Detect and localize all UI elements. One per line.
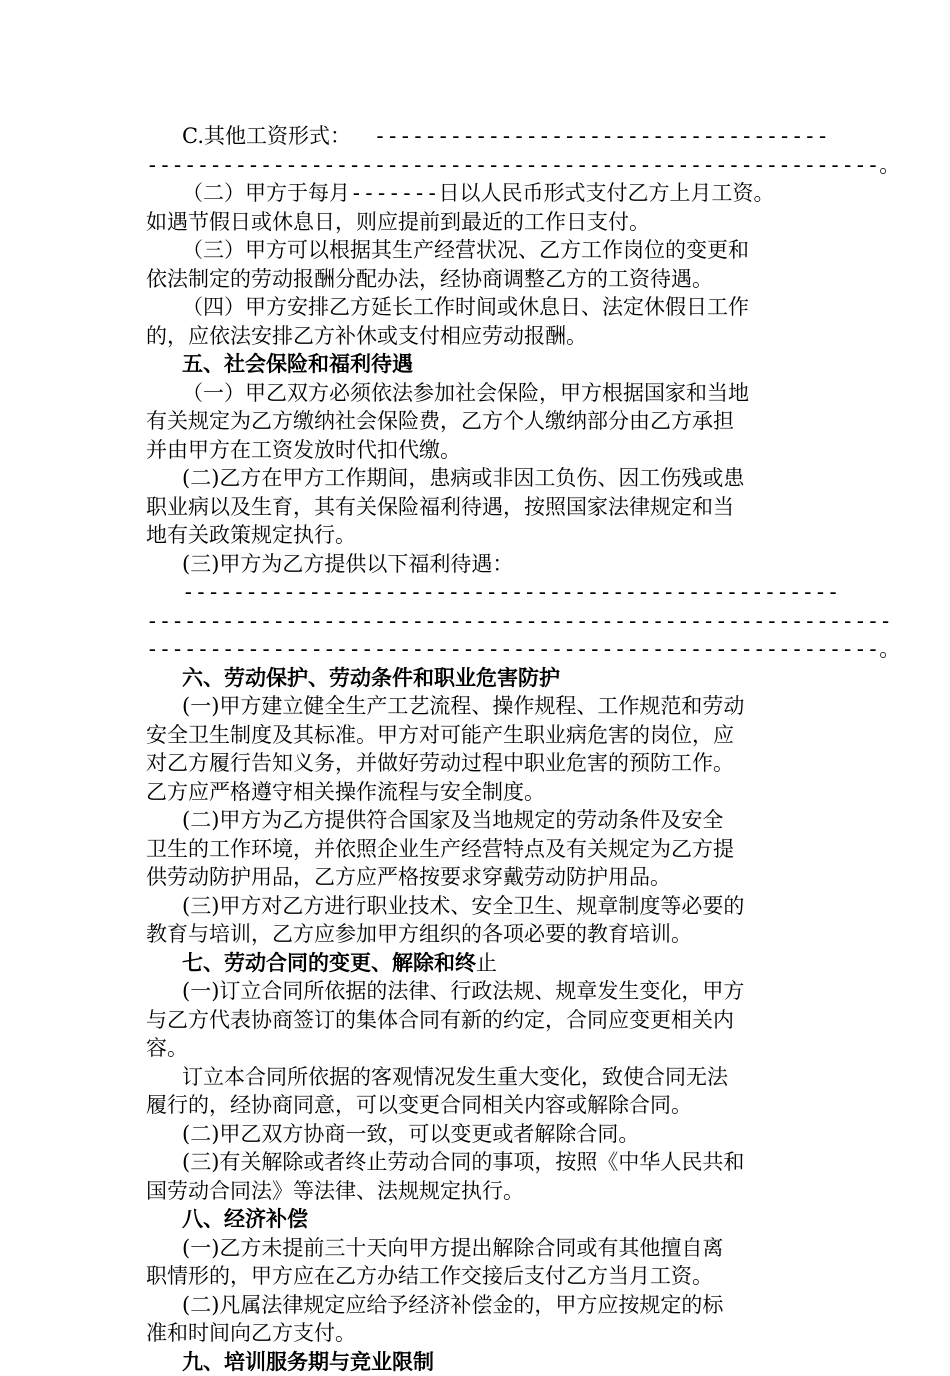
paragraph-line: (二)甲乙双方协商一致，可以变更或者解除合同。 (146, 1120, 810, 1149)
paragraph-line: (三)甲方对乙方进行职业技术、安全卫生、规章制度等必要的 (146, 892, 810, 921)
paragraph-line: 地有关政策规定执行。 (146, 521, 810, 550)
paragraph-line: 卫生的工作环境，并依照企业生产经营特点及有关规定为乙方提 (146, 835, 810, 864)
paragraph-line: 教育与培训，乙方应参加甲方组织的各项必要的教育培训。 (146, 920, 810, 949)
paragraph-line: (一)订立合同所依据的法律、行政法规、规章发生变化，甲方 (146, 977, 810, 1006)
text-span: （二）甲方于每月 (182, 181, 350, 205)
paragraph-line: 国劳动合同法》等法律、法规规定执行。 (146, 1177, 810, 1206)
paragraph-line: 供劳动防护用品，乙方应严格按要求穿戴劳动防护用品。 (146, 863, 810, 892)
paragraph-line: 对乙方履行告知义务，并做好劳动过程中职业危害的预防工作。 (146, 749, 810, 778)
blank-fill-line: ----------------------------------------------------------- (146, 607, 810, 636)
text-span: 七、劳动合同的变更、解除和终 (182, 951, 476, 975)
text-span: 日以人民币形式支付乙方上月工资。 (439, 181, 775, 205)
section-heading (146, 949, 810, 978)
blank-fill-line: ------------------------------------ (358, 124, 829, 148)
paragraph-line (146, 179, 810, 208)
paragraph-line: 并由甲方在工资发放时代扣代缴。 (146, 436, 810, 465)
paragraph-line: （四）甲方安排乙方延长工作时间或休息日、法定休假日工作 (146, 293, 810, 322)
other-wage-form-line (146, 122, 810, 151)
section-heading: 八、经济补偿 (146, 1205, 810, 1234)
blank-fill-line: ---------------------------------------------------- (146, 578, 810, 607)
blank-fill-line: ----------------------------------------------------------。 (146, 635, 810, 664)
section-heading: 五、社会保险和福利待遇 (146, 350, 810, 379)
paragraph-line: 订立本合同所依据的客观情况发生重大变化，致使合同无法 (146, 1063, 810, 1092)
paragraph-line: 职情形的，甲方应在乙方办结工作交接后支付乙方当月工资。 (146, 1262, 810, 1291)
section-heading: 九、培训服务期与竞业限制 (146, 1348, 810, 1376)
paragraph-line: 履行的，经协商同意，可以变更合同相关内容或解除合同。 (146, 1091, 810, 1120)
paragraph-line: （一）甲乙双方必须依法参加社会保险，甲方根据国家和当地 (146, 379, 810, 408)
paragraph-line: (二)甲方为乙方提供符合国家及当地规定的劳动条件及安全 (146, 806, 810, 835)
paragraph-line: 的，应依法安排乙方补休或支付相应劳动报酬。 (146, 322, 810, 351)
paragraph-line: (二)乙方在甲方工作期间，患病或非因工负伤、因工伤残或患 (146, 464, 810, 493)
paragraph-line: 与乙方代表协商签订的集体合同有新的约定，合同应变更相关内 (146, 1006, 810, 1035)
paragraph-line: (一)乙方未提前三十天向甲方提出解除合同或有其他擅自离 (146, 1234, 810, 1263)
paragraph-line: (三)甲方为乙方提供以下福利待遇： (146, 550, 810, 579)
paragraph-line: 依法制定的劳动报酬分配办法，经协商调整乙方的工资待遇。 (146, 265, 810, 294)
paragraph-line: (二)凡属法律规定应给予经济补偿金的，甲方应按规定的标 (146, 1291, 810, 1320)
contract-page (146, 122, 810, 1376)
paragraph-line: (一)甲方建立健全生产工艺流程、操作规程、工作规范和劳动 (146, 692, 810, 721)
blank-fill-line: ----------------------------------------------------------。 (146, 151, 810, 180)
paragraph-line: 职业病以及生育，其有关保险福利待遇，按照国家法律规定和当 (146, 493, 810, 522)
text-span: 止 (476, 951, 497, 975)
paragraph-line: (三)有关解除或者终止劳动合同的事项，按照《中华人民共和 (146, 1148, 810, 1177)
paragraph-line: 如遇节假日或休息日，则应提前到最近的工作日支付。 (146, 208, 810, 237)
section-heading: 六、劳动保护、劳动条件和职业危害防护 (146, 664, 810, 693)
paragraph-line: 准和时间向乙方支付。 (146, 1319, 810, 1348)
blank-fill-line: ------- (350, 181, 439, 205)
paragraph-line: （三）甲方可以根据其生产经营状况、乙方工作岗位的变更和 (146, 236, 810, 265)
paragraph-line: 容。 (146, 1034, 810, 1063)
paragraph-line: 安全卫生制度及其标准。甲方对可能产生职业病危害的岗位，应 (146, 721, 810, 750)
other-wage-form-label: C.其他工资形式： (182, 124, 351, 148)
paragraph-line: 有关规定为乙方缴纳社会保险费，乙方个人缴纳部分由乙方承担 (146, 407, 810, 436)
paragraph-line: 乙方应严格遵守相关操作流程与安全制度。 (146, 778, 810, 807)
